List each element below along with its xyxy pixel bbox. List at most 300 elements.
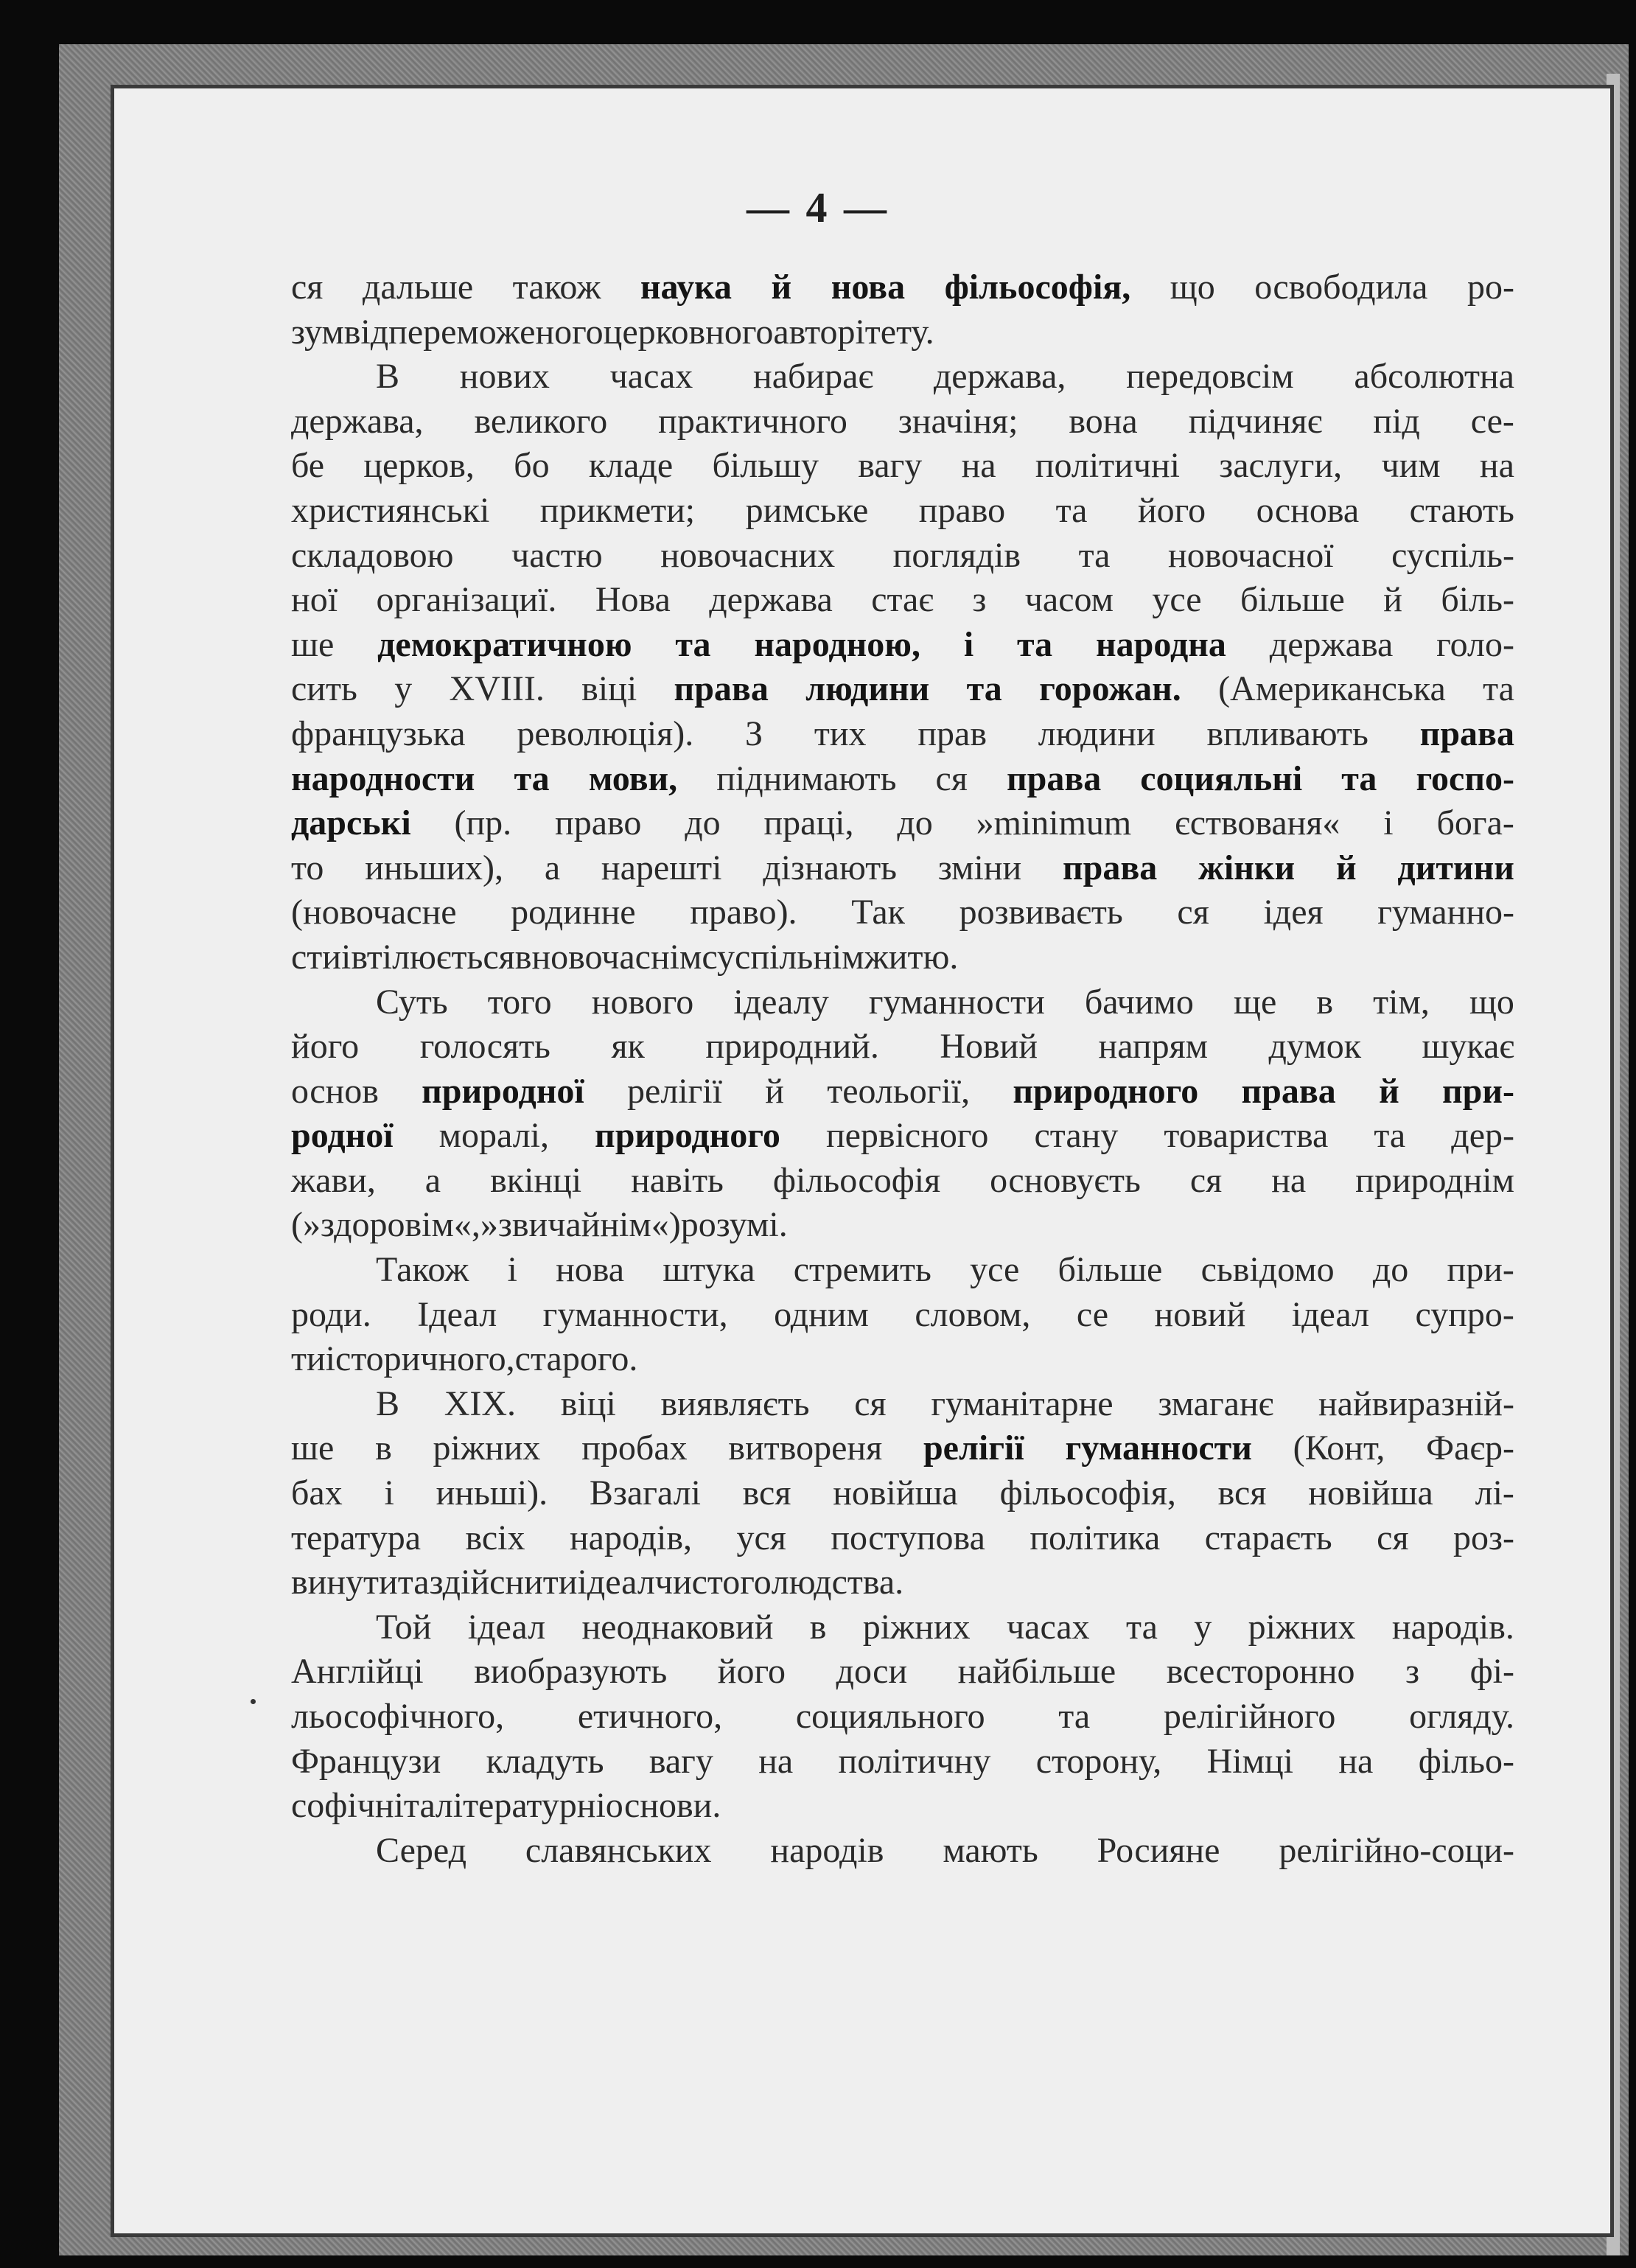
word: ріжних bbox=[862, 1607, 971, 1647]
text-line bbox=[291, 1203, 1514, 1248]
word: зум bbox=[291, 312, 344, 352]
word: держава, bbox=[933, 357, 1066, 397]
word: ти bbox=[291, 1339, 326, 1379]
word: виявляєть bbox=[660, 1384, 810, 1423]
bold-word: й bbox=[771, 268, 792, 307]
word: чистого bbox=[654, 1563, 772, 1602]
word: »звичайнім«) bbox=[480, 1205, 681, 1245]
word: напрям bbox=[1098, 1027, 1209, 1067]
word: а bbox=[544, 848, 561, 887]
word: розвиваєть bbox=[959, 893, 1123, 932]
word: розумі. bbox=[680, 1205, 788, 1245]
word: иньші). bbox=[436, 1473, 548, 1513]
text-line bbox=[291, 980, 1514, 1025]
word: славянських bbox=[525, 1830, 712, 1870]
word: народів bbox=[770, 1830, 884, 1870]
text-line bbox=[291, 1829, 1514, 1874]
word: дізнають bbox=[763, 848, 898, 887]
word: роди. bbox=[291, 1294, 371, 1334]
word: ро- bbox=[1467, 268, 1514, 307]
word: Німці bbox=[1206, 1741, 1293, 1781]
bold-word: права bbox=[1241, 1071, 1336, 1111]
word: Суть bbox=[376, 982, 448, 1022]
word: у bbox=[394, 669, 413, 709]
word: гуманности bbox=[868, 982, 1045, 1022]
word: піднимають bbox=[716, 758, 897, 798]
bold-word: й bbox=[1379, 1071, 1399, 1111]
word: штука bbox=[663, 1250, 755, 1290]
word: уся bbox=[736, 1518, 786, 1557]
bold-word: дитини bbox=[1397, 848, 1514, 887]
word: змаганє bbox=[1158, 1384, 1274, 1423]
word: революція). bbox=[517, 713, 694, 753]
text-line bbox=[291, 1382, 1514, 1427]
bold-word: та bbox=[514, 758, 550, 798]
word: вагу bbox=[649, 1741, 713, 1781]
word: кладе bbox=[588, 446, 674, 486]
word: народів, bbox=[569, 1518, 692, 1557]
word: усе bbox=[1152, 580, 1202, 620]
word: теольогії, bbox=[827, 1071, 971, 1111]
word: держава bbox=[709, 580, 833, 620]
bold-word: фільософія, bbox=[944, 268, 1131, 307]
word: ся bbox=[291, 268, 324, 307]
word: на bbox=[1479, 446, 1514, 486]
word: його bbox=[717, 1652, 786, 1692]
bold-word: госпо- bbox=[1416, 758, 1514, 798]
word: стає bbox=[871, 580, 934, 620]
word: церков, bbox=[363, 446, 475, 486]
word: віці bbox=[581, 669, 637, 709]
word: великого bbox=[474, 401, 608, 441]
word: ся bbox=[1177, 893, 1209, 932]
word: на bbox=[961, 446, 996, 486]
word: а bbox=[424, 1160, 441, 1200]
word: первісного bbox=[825, 1116, 989, 1156]
word: частю bbox=[511, 535, 603, 575]
word: фі- bbox=[1469, 1652, 1514, 1692]
word: одним bbox=[774, 1294, 869, 1334]
word: В bbox=[376, 1384, 400, 1423]
text-line bbox=[291, 1426, 1514, 1471]
word: се bbox=[1076, 1294, 1109, 1334]
word: значіня; bbox=[898, 401, 1018, 441]
word: право bbox=[555, 803, 642, 843]
word: та bbox=[1078, 535, 1111, 575]
word: вся bbox=[1217, 1473, 1267, 1513]
text-line bbox=[291, 310, 1514, 355]
word: ідеалу bbox=[733, 982, 829, 1022]
word: мають bbox=[943, 1830, 1038, 1870]
word: прикмети; bbox=[539, 490, 696, 530]
word: то bbox=[291, 848, 324, 887]
word: поглядів bbox=[892, 535, 1021, 575]
word: також bbox=[512, 268, 601, 307]
word: основа bbox=[1256, 490, 1360, 530]
word: социяльного bbox=[795, 1697, 985, 1736]
bold-word: социяльні bbox=[1140, 758, 1303, 798]
word: новійша bbox=[833, 1473, 958, 1513]
bold-word: при- bbox=[1442, 1071, 1514, 1111]
text-line bbox=[291, 1159, 1514, 1204]
word: тих bbox=[814, 713, 867, 753]
word: переможеного bbox=[388, 312, 604, 352]
word: на bbox=[1338, 1741, 1374, 1781]
word: витвореня bbox=[728, 1428, 883, 1468]
word: історичного, bbox=[325, 1339, 515, 1379]
word: на bbox=[758, 1741, 794, 1781]
word: найбільше bbox=[957, 1652, 1116, 1692]
word: впливають bbox=[1206, 713, 1368, 753]
word: суспільнім bbox=[702, 937, 864, 977]
word: освободила bbox=[1254, 268, 1428, 307]
word: його bbox=[1137, 490, 1206, 530]
bold-word: родної bbox=[291, 1116, 394, 1156]
word: вагу bbox=[858, 446, 923, 486]
bold-word: права bbox=[674, 669, 769, 709]
word: ся bbox=[935, 758, 968, 798]
word: більше bbox=[1240, 580, 1345, 620]
text-line bbox=[291, 1248, 1514, 1293]
word: думок bbox=[1268, 1027, 1362, 1067]
word: ідеал bbox=[1291, 1294, 1370, 1334]
word: ся bbox=[483, 937, 515, 977]
word: фільософія bbox=[772, 1160, 941, 1200]
word: Англійці bbox=[291, 1652, 424, 1692]
bold-word: народности bbox=[291, 758, 475, 798]
text-line bbox=[291, 399, 1514, 444]
word: всіх bbox=[465, 1518, 525, 1557]
word: (»здоровім«, bbox=[291, 1205, 480, 1245]
word: що bbox=[1469, 982, 1514, 1022]
word: основ bbox=[291, 1071, 379, 1111]
word: право bbox=[918, 490, 1006, 530]
bold-word: та bbox=[966, 669, 1002, 709]
word: супро- bbox=[1415, 1294, 1514, 1334]
word: Фаєр- bbox=[1426, 1428, 1514, 1468]
word: від bbox=[343, 312, 389, 352]
word: організациї. bbox=[376, 580, 557, 620]
word: народів. bbox=[1391, 1607, 1514, 1647]
word: фільософія, bbox=[999, 1473, 1176, 1513]
word: ної bbox=[291, 580, 338, 620]
word: (новочасне bbox=[291, 893, 457, 932]
word: тература bbox=[291, 1518, 421, 1557]
bold-word: народна bbox=[1096, 624, 1226, 664]
word: огляду. bbox=[1409, 1697, 1514, 1736]
word: єствованя« bbox=[1175, 803, 1340, 843]
word: новочасної bbox=[1168, 535, 1334, 575]
word: стараєть bbox=[1204, 1518, 1332, 1557]
word: в bbox=[1316, 982, 1334, 1022]
word: і bbox=[1383, 803, 1394, 843]
word: основи. bbox=[605, 1786, 721, 1826]
word: ідеал bbox=[577, 1563, 655, 1602]
word: та bbox=[1058, 1697, 1091, 1736]
word: стремить bbox=[793, 1250, 931, 1290]
word: біль- bbox=[1441, 580, 1514, 620]
word: бе bbox=[291, 446, 325, 486]
word: винути bbox=[291, 1563, 398, 1602]
word: жави, bbox=[291, 1160, 376, 1200]
bold-word: права bbox=[1063, 848, 1158, 887]
word: та bbox=[397, 1563, 430, 1602]
text-line bbox=[291, 1114, 1514, 1159]
word: людини bbox=[1038, 713, 1156, 753]
word: основуєть bbox=[990, 1160, 1141, 1200]
word: поступова bbox=[831, 1518, 985, 1557]
word: стану bbox=[1034, 1116, 1119, 1156]
word: передовсім bbox=[1126, 357, 1294, 397]
word: стають bbox=[1409, 490, 1514, 530]
word: голо- bbox=[1436, 624, 1514, 664]
word: »minimum bbox=[976, 803, 1132, 843]
word: кладуть bbox=[486, 1741, 604, 1781]
word: моралі, bbox=[438, 1116, 550, 1156]
word: бога- bbox=[1436, 803, 1514, 843]
word: політичні bbox=[1035, 446, 1180, 486]
text-line bbox=[291, 1605, 1514, 1650]
word: складовою bbox=[291, 535, 454, 575]
word: Росияне bbox=[1097, 1830, 1220, 1870]
word: (пр. bbox=[454, 803, 512, 843]
bold-word: й bbox=[1335, 848, 1357, 887]
text-line bbox=[291, 444, 1514, 489]
word: XIX. bbox=[444, 1384, 517, 1423]
word: доси bbox=[836, 1652, 908, 1692]
bold-word: нова bbox=[831, 268, 906, 307]
text-line bbox=[291, 1695, 1514, 1740]
word: заслуги, bbox=[1219, 446, 1343, 486]
word: Серед bbox=[376, 1830, 466, 1870]
text-line bbox=[291, 801, 1514, 846]
word: авторітету. bbox=[773, 312, 934, 352]
word: природнім bbox=[1355, 1160, 1514, 1200]
word: льософічного, bbox=[291, 1697, 505, 1736]
text-line bbox=[291, 1560, 1514, 1605]
word: вона bbox=[1069, 401, 1138, 441]
word: тім, bbox=[1373, 982, 1430, 1022]
word: здійснити bbox=[429, 1563, 578, 1602]
word: римське bbox=[745, 490, 869, 530]
bold-word: людини bbox=[805, 669, 930, 709]
word: ся bbox=[1377, 1518, 1409, 1557]
word: нових bbox=[459, 357, 550, 397]
bold-word: та bbox=[1341, 758, 1377, 798]
word: релігійного bbox=[1163, 1697, 1336, 1736]
bold-word: та bbox=[1017, 624, 1053, 664]
word: (Конт, bbox=[1293, 1428, 1385, 1468]
body-text bbox=[291, 265, 1514, 1873]
word: пробах bbox=[581, 1428, 688, 1468]
text-line bbox=[291, 265, 1514, 310]
word: ідеал bbox=[467, 1607, 546, 1647]
word: Також bbox=[376, 1250, 469, 1290]
word: політика bbox=[1030, 1518, 1161, 1557]
text-line bbox=[291, 578, 1514, 623]
word: усе bbox=[970, 1250, 1020, 1290]
word: зміни bbox=[937, 848, 1022, 887]
text-line bbox=[291, 1740, 1514, 1784]
word: часах bbox=[1007, 1607, 1090, 1647]
word: голосять bbox=[419, 1027, 550, 1067]
word: держава, bbox=[291, 401, 424, 441]
text-line bbox=[291, 534, 1514, 579]
word: товариства bbox=[1164, 1116, 1329, 1156]
word: Новий bbox=[940, 1027, 1038, 1067]
word: Взагалі bbox=[589, 1473, 701, 1513]
bold-word: права bbox=[1006, 758, 1102, 798]
word: праці, bbox=[763, 803, 854, 843]
word: вся bbox=[742, 1473, 791, 1513]
text-line bbox=[291, 1070, 1514, 1114]
word: шукає bbox=[1422, 1027, 1514, 1067]
word: се- bbox=[1470, 401, 1514, 441]
bold-word: релігії bbox=[923, 1428, 1024, 1468]
word: старого. bbox=[514, 1339, 638, 1379]
word: природний. bbox=[705, 1027, 879, 1067]
word: ріжних bbox=[433, 1428, 541, 1468]
word: до bbox=[897, 803, 933, 843]
text-line bbox=[291, 489, 1514, 534]
word: всесторонно bbox=[1166, 1652, 1355, 1692]
word: французька bbox=[291, 713, 466, 753]
word: В bbox=[376, 357, 400, 397]
word: роз- bbox=[1453, 1518, 1514, 1557]
word: сьвідомо bbox=[1200, 1250, 1335, 1290]
bold-word: мови, bbox=[588, 758, 678, 798]
bold-word: дарські bbox=[291, 803, 411, 843]
word: Французи bbox=[291, 1741, 441, 1781]
word: иньших), bbox=[365, 848, 504, 887]
bold-word: гуманности bbox=[1065, 1428, 1252, 1468]
word: абсолютна bbox=[1354, 357, 1514, 397]
text-line bbox=[291, 1784, 1514, 1829]
ink-speck bbox=[251, 1699, 256, 1704]
bold-word: народною, bbox=[754, 624, 920, 664]
word: нового bbox=[591, 982, 694, 1022]
word: релігійно-соци- bbox=[1279, 1830, 1514, 1870]
word: під bbox=[1373, 401, 1420, 441]
word: християнські bbox=[291, 490, 490, 530]
word: Нова bbox=[595, 580, 671, 620]
word: більше bbox=[1058, 1250, 1163, 1290]
word: на bbox=[1271, 1160, 1307, 1200]
page-number: — 4 — bbox=[747, 184, 889, 231]
word: гуманности, bbox=[542, 1294, 728, 1334]
word: (Американська bbox=[1218, 669, 1446, 709]
word: віці bbox=[560, 1384, 616, 1423]
word: З bbox=[745, 713, 763, 753]
word: у bbox=[1194, 1607, 1212, 1647]
word: дальше bbox=[362, 268, 474, 307]
word: та bbox=[1483, 669, 1514, 709]
word: втілюєть bbox=[351, 937, 483, 977]
word: ріжних bbox=[1248, 1607, 1356, 1647]
word: політичну bbox=[838, 1741, 991, 1781]
word: бо bbox=[514, 446, 550, 486]
word: суспіль- bbox=[1391, 535, 1514, 575]
word: чим bbox=[1381, 446, 1441, 486]
text-line bbox=[291, 1471, 1514, 1516]
bold-word: демократичною bbox=[377, 624, 632, 664]
bold-word: природного bbox=[595, 1116, 780, 1156]
word: й bbox=[765, 1071, 784, 1111]
bold-word: права bbox=[1419, 713, 1514, 753]
word: сить bbox=[291, 669, 357, 709]
word: ся bbox=[854, 1384, 887, 1423]
word: словом, bbox=[915, 1294, 1031, 1334]
word: і bbox=[384, 1473, 394, 1513]
word: часом bbox=[1024, 580, 1114, 620]
word: з bbox=[972, 580, 987, 620]
word: прав bbox=[917, 713, 987, 753]
word: як bbox=[611, 1027, 645, 1067]
word: та bbox=[1055, 490, 1088, 530]
word: часах bbox=[609, 357, 693, 397]
text-line bbox=[291, 935, 1514, 980]
word: етичного, bbox=[577, 1697, 723, 1736]
bold-word: горожан. bbox=[1039, 669, 1181, 709]
word: та bbox=[403, 1786, 436, 1826]
word: родинне bbox=[511, 893, 636, 932]
text-line bbox=[291, 667, 1514, 712]
word: Той bbox=[376, 1607, 432, 1647]
word: дер- bbox=[1451, 1116, 1514, 1156]
word: фільо- bbox=[1418, 1741, 1514, 1781]
word: Ідеал bbox=[417, 1294, 497, 1334]
word: новійша bbox=[1308, 1473, 1433, 1513]
word: та bbox=[1374, 1116, 1406, 1156]
word: право). bbox=[690, 893, 797, 932]
text-line bbox=[291, 846, 1514, 891]
word: при- bbox=[1447, 1250, 1514, 1290]
word: софічні bbox=[291, 1786, 404, 1826]
word: Так bbox=[851, 893, 905, 932]
word: житю. bbox=[864, 937, 959, 977]
word: гуманітарне bbox=[931, 1384, 1114, 1423]
word: більшу bbox=[712, 446, 819, 486]
word: неоднаковий bbox=[581, 1607, 774, 1647]
word: релігії bbox=[627, 1071, 722, 1111]
bold-word: наука bbox=[640, 268, 733, 307]
word: підчиняє bbox=[1188, 401, 1323, 441]
word: в bbox=[809, 1607, 827, 1647]
bold-word: і bbox=[963, 624, 974, 664]
word: і bbox=[340, 937, 352, 977]
word: літературні bbox=[435, 1786, 606, 1826]
text-line bbox=[291, 1293, 1514, 1338]
text-line bbox=[291, 1025, 1514, 1070]
word: ше bbox=[291, 1428, 335, 1468]
word: до bbox=[1372, 1250, 1409, 1290]
bold-word: та bbox=[675, 624, 711, 664]
word: новочасних bbox=[660, 535, 836, 575]
word: гуманно- bbox=[1377, 893, 1514, 932]
word: його bbox=[291, 1027, 360, 1067]
word: бачимо bbox=[1084, 982, 1194, 1022]
bold-word: жінки bbox=[1198, 848, 1296, 887]
text-line bbox=[291, 1516, 1514, 1561]
word: ся bbox=[1189, 1160, 1223, 1200]
word: найвиразній- bbox=[1318, 1384, 1514, 1423]
text-line bbox=[291, 1650, 1514, 1695]
text-line bbox=[291, 712, 1514, 757]
word: з bbox=[1405, 1652, 1420, 1692]
word: в bbox=[375, 1428, 392, 1468]
word: лі- bbox=[1475, 1473, 1514, 1513]
word: до bbox=[685, 803, 721, 843]
